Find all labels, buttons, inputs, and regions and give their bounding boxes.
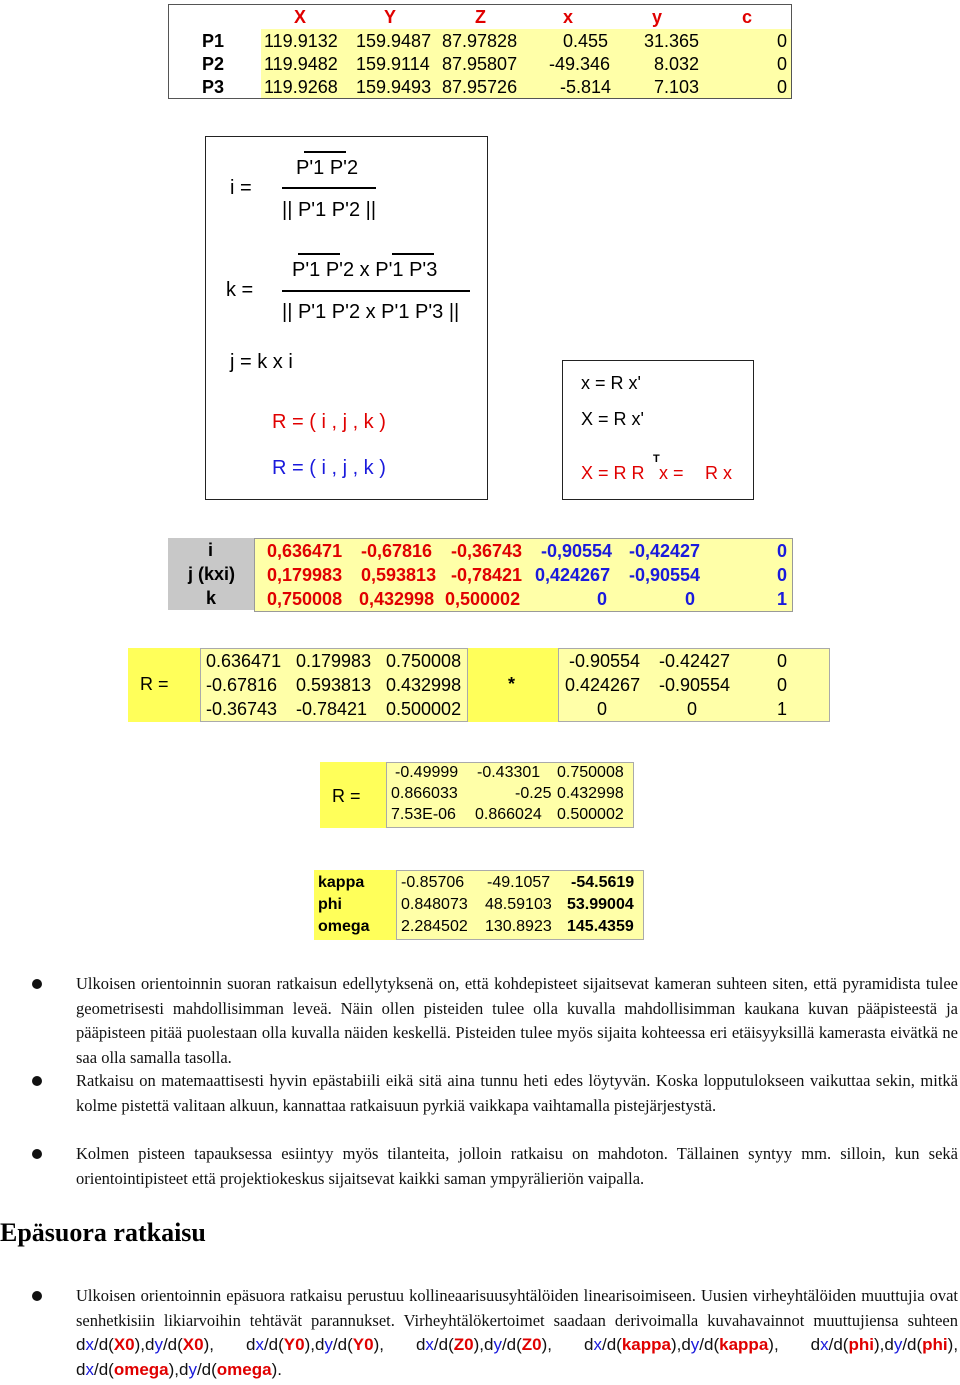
angle-label: kappa [318, 874, 365, 891]
coords-cell: 31.365 [644, 31, 700, 51]
matrix-cell: -0.90554 [569, 651, 641, 671]
matrix-cell: 1 [777, 699, 788, 719]
matrix-cell: 0.750008 [386, 651, 462, 671]
coords-cell: 0 [777, 77, 788, 97]
result-matrix-label: R = [332, 786, 361, 806]
result-matrix-panel [320, 762, 634, 828]
eq-combined-lhs: X = R R [581, 463, 645, 483]
ijk-cell: -0,90554 [629, 565, 701, 585]
matrix-cell: 0 [777, 651, 788, 671]
ijk-cell: 0,750008 [267, 589, 343, 609]
ijk-cell: 0,179983 [267, 565, 343, 585]
deriv-var: Y0 [283, 1335, 305, 1354]
matrix-cell: -0.49999 [395, 764, 459, 781]
r-bar-equation: R = ( i , j , k ) [272, 411, 386, 433]
matrix-cell: 0.636471 [206, 651, 282, 671]
angle-cell: 2.284502 [401, 918, 468, 935]
coords-cell: -5.814 [560, 77, 612, 97]
ijk-label: k [206, 588, 217, 608]
ijk-cell: 0 [597, 589, 608, 609]
right-matrix [558, 648, 830, 722]
ijk-cell: 0,500002 [445, 589, 521, 609]
coords-cell: 87.95807 [442, 54, 518, 74]
ijk-cell: 0,593813 [361, 565, 437, 585]
matrix-cell: 0.432998 [557, 785, 624, 802]
ijk-label: j (kxi) [188, 564, 236, 584]
coords-cell: 7.103 [654, 77, 700, 97]
matrix-cell: 0.424267 [565, 675, 641, 695]
matrix-cell: -0.78421 [296, 699, 368, 719]
vector-overbar [304, 151, 346, 153]
ijk-cell: 0 [777, 565, 788, 585]
deriv-var: X0 [113, 1335, 135, 1354]
section-heading: Epäsuora ratkaisu [0, 1218, 206, 1247]
coords-cell: 119.9482 [264, 54, 338, 74]
fraction-bar [282, 290, 470, 292]
matrix-cell: -0.36743 [206, 699, 278, 719]
matrix-cell: 0.866033 [391, 785, 458, 802]
eq-combined-rhs: R x [705, 463, 732, 483]
coords-cell: 0 [777, 31, 788, 51]
coords-cell: 8.032 [654, 54, 700, 74]
angle-cell: 145.4359 [567, 918, 634, 935]
deriv-var: kappa [621, 1335, 671, 1354]
matrix-cell: 0.750008 [557, 764, 624, 781]
k-numerator: P'1 P'2 x P'1 P'3 [292, 259, 438, 281]
deriv-var: phi [922, 1335, 948, 1354]
ijk-cell: -0,90554 [541, 541, 613, 561]
coords-cell: 87.97828 [442, 31, 518, 51]
ijk-cell: 0,636471 [267, 541, 343, 561]
coords-body [261, 29, 791, 98]
bullet-paragraph: Ulkoisen orientoinnin suoran ratkaisun edellytyksenä on, että kohdepisteet sijaitsevat kameran suhteen siten, että pyramidista tulee geometrisesti mahdollisimman leveä. Näin ollen pisteiden tulee olla kuvalla mahdollisimman kaukana kuvan pääpisteestä ja pääpisteen pitää puolestaan olla kuvalla näiden keskellä. Pisteiden tulee myös sijaita kohteessa eri etäisyyksillä kamerasta eivätkä ne saa olla samalla tasolla. [76, 974, 958, 1067]
basis-formula-box [205, 136, 488, 500]
matrix-cell: 7.53E-06 [391, 806, 456, 823]
i-denominator: || P'1 P'2 || [282, 199, 377, 221]
angles-panel [314, 870, 644, 940]
deriv-var: Y0 [352, 1335, 374, 1354]
deriv-var: kappa [719, 1335, 769, 1354]
k-lhs: k = [226, 279, 254, 301]
result-matrix [386, 762, 634, 828]
deriv-var: Z0 [453, 1335, 474, 1354]
matrix-cell: 0.432998 [386, 675, 462, 695]
coords-cell: 119.9268 [264, 77, 338, 97]
bullet-icon [32, 979, 42, 989]
angle-cell: -0.85706 [401, 874, 465, 891]
matrix-cell: -0.90554 [659, 675, 731, 695]
matrix-cell: 0.593813 [296, 675, 372, 695]
r-hat-equation: R = ( i , j , k ) [272, 457, 386, 479]
angle-cell: 53.99004 [567, 896, 634, 913]
vector-overbar [392, 253, 434, 255]
coords-cell: 159.9114 [356, 54, 430, 74]
last-bullet-paragraph: Ulkoisen orientoinnin epäsuora ratkaisu perustuu kollineaarisuusyhtälöiden linearisoimiseen. Uusien virheyhtälöiden muuttujia ovat senhetkisiin likiarvoihin tehtävät parannukset. Virheyhtälökertoimet saadaan derivoimalla kuvahavainnot muuttujiensa suhteen dx/d(X0),dy/d(X0), dx/d(Y0),dy/d(Y0), dx/d(Z0),dy/d(Z0), dx/d(kappa),dy/d(kappa), dx/d(phi),dy/d(phi), dx/d(omega),dy/d(omega). [76, 1286, 959, 1379]
angle-cell: 48.59103 [485, 896, 552, 913]
ijk-cell: -0,36743 [451, 541, 523, 561]
matrix-cell: 0 [777, 675, 788, 695]
coords-row-label: P3 [202, 77, 225, 97]
coords-cell: 87.95726 [442, 77, 518, 97]
angle-cell: 0.848073 [401, 896, 468, 913]
coords-cell: 159.9487 [356, 31, 432, 51]
k-denominator: || P'1 P'2 x P'1 P'3 || [282, 301, 460, 323]
bullet-icon [32, 1076, 42, 1086]
deriv-var: Z0 [521, 1335, 542, 1354]
ijk-cell: 0,424267 [535, 565, 611, 585]
ijk-cell: 1 [777, 589, 788, 609]
angle-cell: 130.8923 [485, 918, 552, 935]
coords-row-label: P2 [202, 54, 225, 74]
last-bullet-text: Ulkoisen orientoinnin epäsuora ratkaisu perustuu kollineaarisuusyhtälöiden linearisoimiseen. Uusien virheyhtälöiden muuttujia ovat senhetkisiin likiarvoihin tehtävät parannukset. Virheyhtälökertoimet saadaan derivoimalla kuvahavainnot muuttujiensa suhteen [76, 1286, 958, 1330]
ijk-table-body [254, 538, 793, 612]
angle-label: phi [318, 896, 342, 913]
ijk-cell: -0,67816 [361, 541, 433, 561]
deriv-var: omega [113, 1359, 169, 1379]
angle-label: omega [318, 918, 370, 935]
ijk-cell: 0 [777, 541, 788, 561]
left-matrix [200, 648, 468, 722]
bullet-paragraph: Ratkaisu on matemaattisesti hyvin epästabiili eikä sitä aina tunnu heti edes löytyvän. Koska lopputulokseen vaikuttaa sekin, mitkä kolme pistettä valitaan alkuun, kannattaa ratkaisuun pyrkiä vaikkapa vaihtamalla pistejärjestystä. [76, 1071, 958, 1115]
coords-header: x [563, 7, 574, 27]
coords-header: c [742, 7, 753, 27]
coords-header: Y [384, 7, 397, 27]
angle-cell: -49.1057 [487, 874, 551, 891]
fraction-bar [282, 187, 376, 189]
coords-row-label: P1 [202, 31, 225, 51]
angles-values [396, 870, 644, 940]
i-lhs: i = [230, 177, 252, 199]
matrix-product-label: R = [140, 674, 169, 694]
ijk-cell: 0,432998 [359, 589, 435, 609]
coords-cell: 0.455 [563, 31, 609, 51]
bullet-icon [32, 1291, 42, 1301]
eq-X-bar: X = R x' [581, 409, 644, 429]
matrix-product-panel [128, 648, 830, 722]
eq-combined-mid: x = [659, 463, 684, 483]
eq-x-hat: x = R x' [581, 373, 641, 393]
ijk-cell: -0,42427 [629, 541, 701, 561]
ijk-cell: 0 [685, 589, 696, 609]
matrix-cell: -0.67816 [206, 675, 278, 695]
coords-header-row [261, 5, 791, 29]
coords-header: X [294, 7, 307, 27]
i-numerator: P'1 P'2 [296, 157, 359, 179]
deriv-var: X0 [182, 1335, 204, 1354]
matrix-cell: 0.500002 [557, 806, 624, 823]
matrix-cell: -0.25 [515, 785, 552, 802]
bullet-icon [32, 1149, 42, 1159]
coords-cell: 119.9132 [264, 31, 338, 51]
j-equation: j = k x i [230, 351, 293, 373]
deriv-var: omega [216, 1359, 272, 1379]
vector-overbar [298, 253, 340, 255]
angle-cell: -54.5619 [571, 874, 635, 891]
transform-formula-box [562, 360, 754, 500]
coords-cell: 0 [777, 54, 788, 74]
matrix-cell: -0.42427 [659, 651, 731, 671]
coords-header: Z [475, 7, 486, 27]
ijk-label-column [168, 538, 254, 610]
bullet-paragraph: Kolmen pisteen tapauksessa esiintyy myös tilanteita, jolloin ratkaisu on mahdoton. Tällainen syntyy mm. silloin, kun sekä orientointipisteet että projektiokeskus sijaitsevat kaikki saman ympyrälieriön vaipalla. [76, 1144, 958, 1188]
matrix-cell: 0.500002 [386, 699, 462, 719]
coords-table [168, 4, 792, 99]
matrix-cell: 0 [597, 699, 608, 719]
ijk-label: i [208, 540, 214, 560]
coords-cell: -49.346 [549, 54, 611, 74]
matrix-cell: 0 [687, 699, 698, 719]
multiply-operator: * [508, 674, 516, 694]
ijk-cell: -0,78421 [451, 565, 523, 585]
coords-header: y [652, 7, 663, 27]
matrix-cell: 0.866024 [475, 806, 542, 823]
coords-cell: 159.9493 [356, 77, 432, 97]
matrix-cell: -0.43301 [477, 764, 541, 781]
matrix-cell: 0.179983 [296, 651, 372, 671]
deriv-var: phi [848, 1335, 874, 1354]
transpose-mark: T [653, 453, 660, 465]
